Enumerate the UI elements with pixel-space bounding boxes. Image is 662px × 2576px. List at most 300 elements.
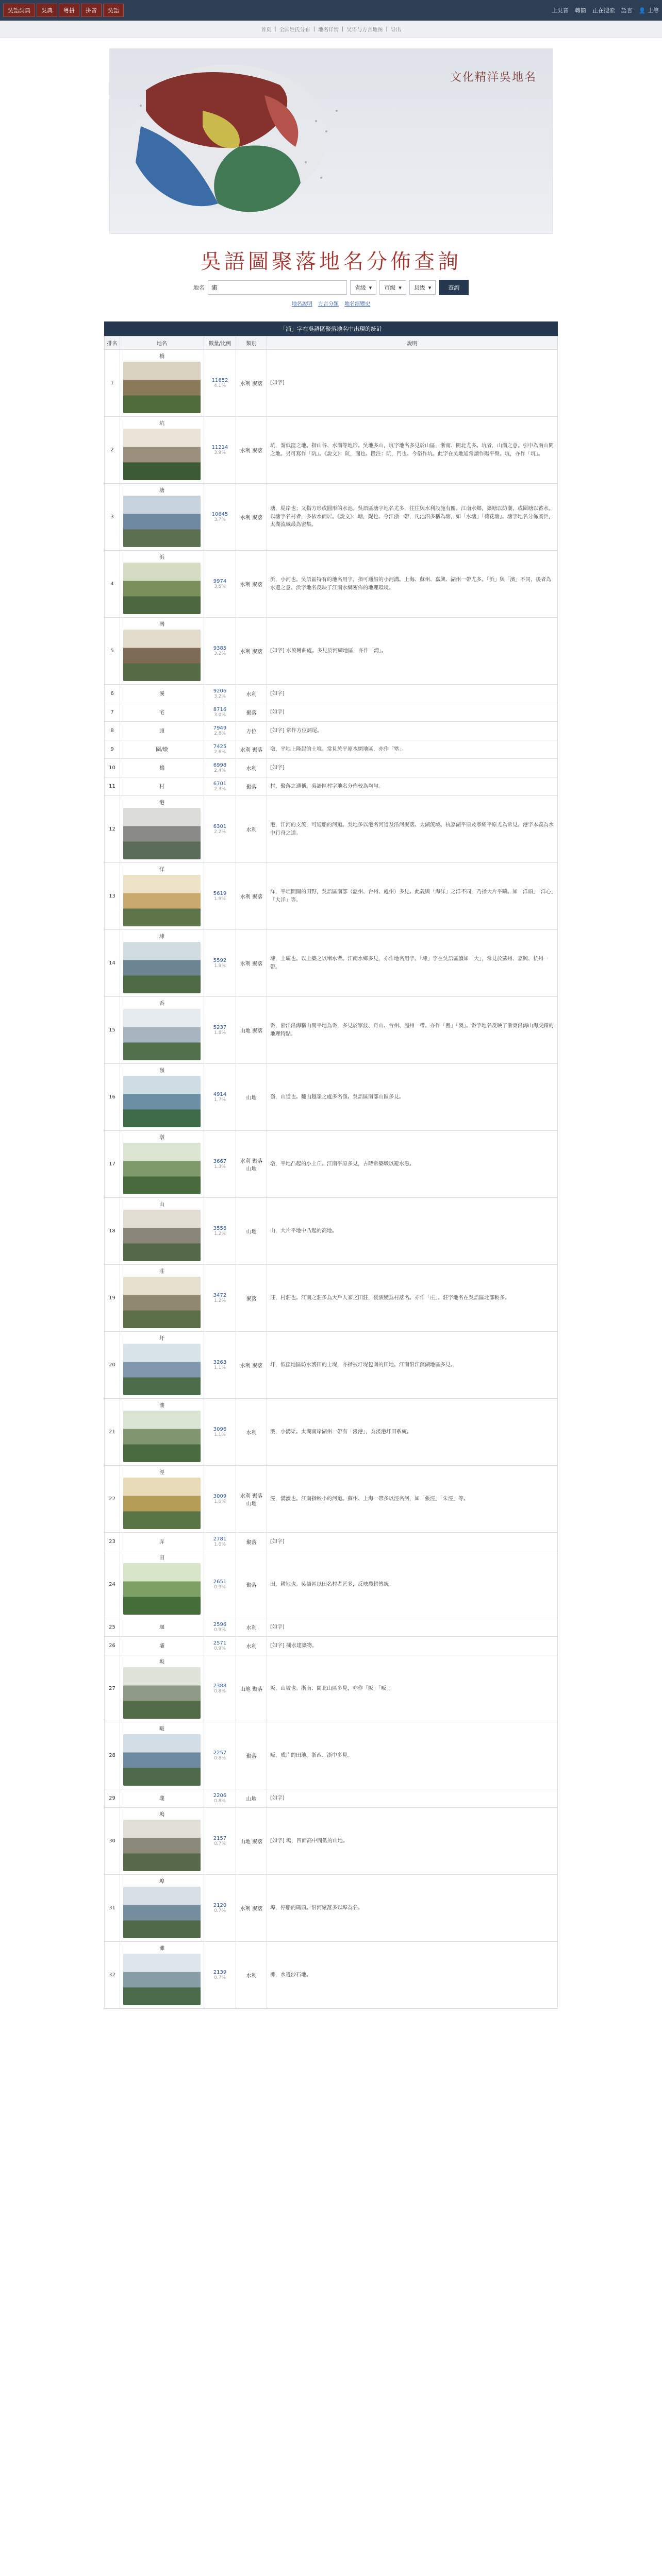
place-name[interactable]: 宅 [159, 710, 164, 716]
table-row[interactable] [105, 350, 558, 417]
count-cell [204, 1332, 236, 1399]
place-name[interactable]: 塘 [159, 488, 164, 494]
count-value[interactable]: 3096 [213, 1427, 227, 1432]
page-title: 吳語圖聚落地名分佈查詢 [201, 250, 461, 274]
column-header: 說明 [267, 336, 558, 350]
column-header: 類別 [236, 336, 267, 350]
description-cell: 漊，小溝渠。太湖南岸湖州一帶有「漊港」，為溇港圩田系統。 [267, 1399, 558, 1466]
chevron-down-icon: ▾ [428, 284, 432, 291]
page-footer [73, 2009, 589, 2029]
category-cell: 山地 聚落 [236, 1655, 267, 1722]
place-photo[interactable] [123, 1563, 201, 1615]
place-photo[interactable] [123, 496, 201, 547]
table-row[interactable] [105, 1198, 558, 1265]
user-label: 上等 [648, 7, 659, 14]
count-cell [204, 417, 236, 484]
rank-cell: 20 [105, 1332, 120, 1399]
percent-value: 1.7% [214, 1097, 226, 1103]
breadcrumb: 首页 | 全国姓氏分布 | 地名详情 | 吴语与方言地图 | 导出 [0, 21, 662, 38]
place-name[interactable]: 圩 [159, 1336, 164, 1342]
place-photo[interactable] [123, 1411, 201, 1462]
province-select[interactable] [350, 280, 377, 295]
description-cell: [如字] 常作方位詞尾。 [267, 722, 558, 740]
place-photo[interactable] [123, 1344, 201, 1395]
help-link[interactable]: 地名演變史 [344, 301, 371, 307]
category-cell: 水利 聚落 山地 [236, 1466, 267, 1533]
description-cell: 畈，成片的田地。浙西、浙中多見。 [267, 1722, 558, 1789]
name-cell [120, 722, 204, 740]
name-cell [120, 863, 204, 930]
place-photo[interactable] [123, 1667, 201, 1719]
count-cell [204, 685, 236, 703]
count-value[interactable]: 9974 [213, 579, 227, 584]
place-photo[interactable] [123, 1076, 201, 1127]
description-cell: 圩，低窪地區防水護田的土堤，亦指被圩堤包圍的田地。江南沿江濱湖地區多見。 [267, 1332, 558, 1399]
count-value[interactable]: 5592 [213, 958, 227, 963]
nav-link[interactable]: 轉簡 [574, 7, 586, 14]
count-value[interactable]: 6998 [213, 762, 227, 768]
select-label: 省级 [354, 284, 366, 291]
table-row[interactable] [105, 417, 558, 484]
count-value[interactable]: 9385 [213, 646, 227, 651]
place-photo[interactable] [123, 429, 201, 480]
count-value[interactable]: 2596 [213, 1622, 227, 1628]
table-row[interactable] [105, 740, 558, 759]
search-input[interactable] [208, 280, 347, 295]
name-cell [120, 930, 204, 997]
name-cell [120, 484, 204, 551]
nav-tab[interactable]: 吳語詞典 [3, 4, 35, 17]
description-cell: 坂，山坡也。浙南、閩北山區多見，亦作「阪」「畈」。 [267, 1655, 558, 1722]
description-cell: 墩，平地上隆起的土堆。常見於平原水網地區，亦作「墪」。 [267, 740, 558, 759]
place-name[interactable]: 壩 [159, 1643, 164, 1649]
count-cell [204, 740, 236, 759]
table-row[interactable] [105, 722, 558, 740]
count-value[interactable]: 2571 [213, 1640, 227, 1646]
place-name[interactable]: 莊 [159, 1269, 164, 1275]
count-cell [204, 1198, 236, 1265]
help-link[interactable]: 地名說明 [291, 301, 312, 307]
percent-value: 0.8% [214, 1799, 226, 1804]
chevron-down-icon: ▾ [369, 284, 372, 291]
nav-tab[interactable]: 拼音 [81, 4, 102, 17]
description-cell: 埠，停船的碼頭。沿河聚落多以埠為名。 [267, 1875, 558, 1942]
name-cell [120, 1131, 204, 1198]
count-value[interactable]: 3263 [213, 1360, 227, 1365]
place-name[interactable]: 山 [159, 1202, 164, 1208]
count-value[interactable]: 11214 [211, 445, 228, 450]
description-cell: 涇，溝瀆也。江南指較小的河道。蘇州、上海一帶多以涇名河，如「張涇」「朱涇」等。 [267, 1466, 558, 1533]
category-cell: 水利 聚落 [236, 1875, 267, 1942]
place-name[interactable]: 堰 [159, 1625, 164, 1631]
place-name[interactable]: 坂 [159, 1659, 164, 1665]
count-value[interactable]: 2651 [213, 1579, 227, 1585]
rank-cell: 4 [105, 551, 120, 618]
help-link[interactable]: 方言分類 [318, 301, 339, 307]
column-header: 數量/比例 [204, 336, 236, 350]
user-menu[interactable]: 👤 上等 [638, 7, 659, 14]
category-cell: 水利 聚落 山地 [236, 1131, 267, 1198]
place-photo[interactable] [123, 630, 201, 681]
table-row[interactable] [105, 1332, 558, 1399]
category-cell: 水利 [236, 1637, 267, 1655]
rank-cell: 29 [105, 1789, 120, 1808]
name-cell [120, 740, 204, 759]
percent-value: 2.4% [214, 768, 226, 773]
category-cell: 水利 [236, 759, 267, 777]
nav-link[interactable]: 上吳音 [551, 7, 569, 14]
nav-tab[interactable]: 吳語 [103, 4, 124, 17]
name-cell [120, 685, 204, 703]
category-cell: 水利 聚落 [236, 618, 267, 685]
category-cell: 水利 聚落 [236, 740, 267, 759]
rank-cell: 10 [105, 759, 120, 777]
table-row[interactable] [105, 703, 558, 722]
rank-cell: 1 [105, 350, 120, 417]
place-name[interactable]: 漊 [159, 1403, 164, 1409]
table-row[interactable] [105, 759, 558, 777]
description-cell: 嶺，山道也。翻山越嶺之處多名嶺。吳語區南部山區多見。 [267, 1064, 558, 1131]
count-cell [204, 863, 236, 930]
percent-value: 1.8% [214, 1030, 226, 1036]
rank-cell: 9 [105, 740, 120, 759]
percent-value: 3.9% [214, 450, 226, 455]
rank-cell: 13 [105, 863, 120, 930]
rank-cell: 24 [105, 1551, 120, 1618]
name-cell [120, 1789, 204, 1808]
name-cell [120, 1808, 204, 1875]
table-caption: 「浦」字在吳語區聚落地名中出現的統計 [104, 321, 558, 336]
place-photo[interactable] [123, 1009, 201, 1060]
percent-value: 3.2% [214, 694, 226, 699]
description-cell: 洋，平坦開闊的田野，吳語區南部（溫州、台州、處州）多見。此義與「海洋」之洋不同，乃指大片平疇。如「洋頭」「洋心」「大洋」等。 [267, 863, 558, 930]
select-label: 市级 [384, 284, 396, 291]
percent-value: 3.7% [214, 517, 226, 522]
count-value[interactable]: 2157 [213, 1836, 227, 1841]
breadcrumb-item[interactable]: 首页 [261, 27, 272, 33]
place-name[interactable]: 圍/墩 [156, 747, 168, 753]
count-cell [204, 1064, 236, 1131]
rank-cell: 7 [105, 703, 120, 722]
table-row[interactable] [105, 1399, 558, 1466]
table-row[interactable] [105, 1618, 558, 1637]
place-name[interactable]: 浜 [159, 555, 164, 561]
place-name[interactable]: 灣 [159, 622, 164, 628]
table-row[interactable] [105, 777, 558, 796]
percent-value: 2.6% [214, 750, 226, 755]
description-cell: 山，大片平地中凸起的高地。 [267, 1198, 558, 1265]
rank-cell: 17 [105, 1131, 120, 1198]
description-cell: [如字] [267, 1533, 558, 1551]
name-cell [120, 417, 204, 484]
place-name[interactable]: 田 [159, 1555, 164, 1561]
count-cell [204, 759, 236, 777]
table-row[interactable] [105, 1875, 558, 1942]
category-cell: 山地 [236, 1064, 267, 1131]
count-value[interactable]: 5237 [213, 1025, 227, 1030]
name-cell [120, 1618, 204, 1637]
place-name[interactable]: 埠 [159, 1879, 164, 1885]
count-value[interactable]: 2206 [213, 1793, 227, 1799]
count-value[interactable]: 10645 [211, 512, 228, 517]
nav-tab[interactable]: 吳典 [37, 4, 57, 17]
category-cell: 山地 聚落 [236, 997, 267, 1064]
description-cell: [如字] [267, 1789, 558, 1808]
percent-value: 3.0% [214, 713, 226, 718]
table-row[interactable] [105, 484, 558, 551]
description-cell: 莊，村莊也。江南之莊多為大戶人家之田莊，後演變為村落名。亦作「庄」。莊字地名在吳語區北部較多。 [267, 1265, 558, 1332]
place-name[interactable]: 頭 [159, 728, 164, 734]
table-row[interactable] [105, 930, 558, 997]
rank-cell: 11 [105, 777, 120, 796]
place-name[interactable]: 涇 [159, 1470, 164, 1476]
count-value[interactable]: 7425 [213, 744, 227, 750]
count-value[interactable]: 2781 [213, 1536, 227, 1542]
count-value[interactable]: 2388 [213, 1683, 227, 1689]
place-photo[interactable] [123, 1820, 201, 1871]
table-body [105, 350, 558, 2009]
rank-cell: 31 [105, 1875, 120, 1942]
place-name[interactable]: 弄 [159, 1539, 164, 1545]
place-name[interactable]: 橋 [159, 354, 164, 360]
percent-value: 1.9% [214, 963, 226, 969]
rank-cell: 19 [105, 1265, 120, 1332]
results-table [104, 321, 558, 2009]
description-cell: [如字] [267, 703, 558, 722]
count-cell [204, 618, 236, 685]
percent-value: 0.9% [214, 1646, 226, 1651]
rank-cell: 32 [105, 1942, 120, 2009]
place-name[interactable]: 嶺 [159, 1068, 164, 1074]
rank-cell: 30 [105, 1808, 120, 1875]
count-cell [204, 1551, 236, 1618]
name-cell [120, 1064, 204, 1131]
count-value[interactable]: 2257 [213, 1750, 227, 1756]
percent-value: 1.0% [214, 1499, 226, 1504]
count-value[interactable]: 7949 [213, 725, 227, 731]
place-photo[interactable] [123, 1210, 201, 1261]
description-cell: 村，聚落之通稱。吳語區村字地名分佈較為均勻。 [267, 777, 558, 796]
rank-cell: 27 [105, 1655, 120, 1722]
category-cell: 聚落 [236, 1551, 267, 1618]
description-cell: [如字] 水流彎曲處。多見於河網地區，亦作「湾」。 [267, 618, 558, 685]
place-photo[interactable] [123, 1734, 201, 1786]
category-cell: 聚落 [236, 703, 267, 722]
banner-title: 文化精洋吳地名 [450, 71, 537, 84]
count-value[interactable]: 3667 [213, 1159, 227, 1164]
count-cell [204, 1875, 236, 1942]
place-name[interactable]: 橋 [159, 766, 164, 771]
place-photo[interactable] [123, 1277, 201, 1328]
name-cell [120, 997, 204, 1064]
table-row[interactable] [105, 1131, 558, 1198]
count-value[interactable]: 2120 [213, 1903, 227, 1908]
table-row[interactable] [105, 685, 558, 703]
percent-value: 1.0% [214, 1542, 226, 1547]
search-button[interactable]: 查詢 [439, 280, 469, 295]
name-cell [120, 1655, 204, 1722]
table-row[interactable] [105, 551, 558, 618]
place-name[interactable]: 村 [159, 784, 164, 790]
table-row[interactable] [105, 1265, 558, 1332]
count-value[interactable]: 3472 [213, 1293, 227, 1298]
name-cell [120, 1875, 204, 1942]
count-value[interactable]: 4914 [213, 1092, 227, 1097]
count-value[interactable]: 9206 [213, 688, 227, 694]
place-photo[interactable] [123, 1143, 201, 1194]
place-photo[interactable] [123, 1478, 201, 1529]
place-photo[interactable] [123, 362, 201, 413]
rank-cell: 26 [105, 1637, 120, 1655]
nav-link[interactable]: 正在搜索 [592, 7, 615, 14]
percent-value: 2.8% [214, 731, 226, 736]
breadcrumb-item[interactable]: 吴语与方言地图 [346, 27, 383, 33]
count-value[interactable]: 5619 [213, 891, 227, 896]
table-row[interactable] [105, 863, 558, 930]
description-cell: [如字] 攔水建築物。 [267, 1637, 558, 1655]
table-row[interactable] [105, 997, 558, 1064]
percent-value: 3.5% [214, 584, 226, 589]
nav-tab[interactable]: 粵拼 [59, 4, 79, 17]
rank-cell: 28 [105, 1722, 120, 1789]
table-row[interactable] [105, 1808, 558, 1875]
percent-value: 0.8% [214, 1689, 226, 1694]
name-cell [120, 1198, 204, 1265]
place-name[interactable]: 灘 [159, 1946, 164, 1952]
rank-cell: 8 [105, 722, 120, 740]
table-row[interactable] [105, 1722, 558, 1789]
category-cell: 聚落 [236, 1265, 267, 1332]
category-cell: 水利 [236, 1942, 267, 2009]
percent-value: 0.9% [214, 1628, 226, 1633]
rank-cell: 5 [105, 618, 120, 685]
count-cell [204, 1637, 236, 1655]
nav-link[interactable]: 語言 [621, 7, 633, 14]
description-cell: [如字] [267, 350, 558, 417]
count-cell [204, 1399, 236, 1466]
table-row[interactable] [105, 1789, 558, 1808]
category-cell: 聚落 [236, 777, 267, 796]
category-cell: 聚落 [236, 1722, 267, 1789]
description-cell: 田，耕地也。吳語區以田名村者甚多，反映農耕傳統。 [267, 1551, 558, 1618]
count-cell [204, 777, 236, 796]
place-name[interactable]: 岙 [159, 1001, 164, 1007]
category-cell: 水利 聚落 [236, 930, 267, 997]
percent-value: 1.9% [214, 896, 226, 902]
description-cell: 塘，堤岸也；又指方形或圓形的水池。吳語區塘字地名尤多，往往與水利設施有關。江南水鄉，築塘以防潮，或圍塘以蓄水。以塘字名村者，多依水而居。《說文》：塘，隄也。今江浙一帶，凡池沼多稱為塘，如「水塘」「荷花塘」。塘字地名分佈廣泛，太湖流域最為密集。 [267, 484, 558, 551]
percent-value: 3.2% [214, 651, 226, 656]
name-cell [120, 759, 204, 777]
name-cell [120, 350, 204, 417]
description-cell: [如字] [267, 685, 558, 703]
count-cell [204, 551, 236, 618]
category-cell: 水利 [236, 796, 267, 863]
percent-value: 1.2% [214, 1231, 226, 1236]
place-photo[interactable] [123, 875, 201, 926]
table-row[interactable] [105, 1655, 558, 1722]
breadcrumb-item[interactable]: 导出 [390, 27, 401, 33]
breadcrumb-item[interactable]: 地名详情 [318, 27, 339, 33]
table-row[interactable] [105, 796, 558, 863]
category-cell: 山地 [236, 1198, 267, 1265]
search-row [73, 280, 589, 295]
place-photo[interactable] [123, 942, 201, 993]
count-value[interactable]: 3556 [213, 1226, 227, 1231]
description-cell: [如字] 塢，四面高中間低的山地。 [267, 1808, 558, 1875]
name-cell [120, 1466, 204, 1533]
table-row[interactable] [105, 1637, 558, 1655]
place-photo[interactable] [123, 808, 201, 859]
category-cell: 山地 聚落 [236, 1808, 267, 1875]
category-cell: 山地 [236, 1789, 267, 1808]
table-row[interactable] [105, 1551, 558, 1618]
place-photo[interactable] [123, 1887, 201, 1938]
place-name[interactable]: 埭 [159, 934, 164, 940]
place-photo[interactable] [123, 563, 201, 614]
page-content [73, 48, 589, 2029]
table-row[interactable] [105, 1064, 558, 1131]
count-value[interactable]: 6301 [213, 824, 227, 829]
rank-cell: 18 [105, 1198, 120, 1265]
table-row[interactable] [105, 618, 558, 685]
description-cell: 岙，浙江沿海稱山間平地為岙，多見於寧波、舟山、台州、溫州一帶。亦作「嶴」「澳」。岙字地名反映了浙東沿海山海交錯的地理特點。 [267, 997, 558, 1064]
count-cell [204, 1808, 236, 1875]
place-name[interactable]: 墩 [159, 1135, 164, 1141]
name-cell [120, 1551, 204, 1618]
count-cell [204, 796, 236, 863]
rank-cell: 3 [105, 484, 120, 551]
place-name[interactable]: 坑 [159, 421, 164, 427]
top-nav [0, 0, 662, 21]
place-name[interactable]: 壠 [159, 1796, 164, 1802]
name-cell [120, 796, 204, 863]
place-photo[interactable] [123, 1954, 201, 2005]
place-name[interactable]: 溪 [159, 691, 164, 697]
category-cell: 水利 [236, 1399, 267, 1466]
count-value[interactable]: 2139 [213, 1970, 227, 1975]
rank-cell: 15 [105, 997, 120, 1064]
place-name[interactable]: 港 [159, 800, 164, 806]
place-name[interactable]: 洋 [159, 867, 164, 873]
count-value[interactable]: 6701 [213, 781, 227, 787]
rank-cell: 2 [105, 417, 120, 484]
count-cell [204, 1265, 236, 1332]
count-cell [204, 1131, 236, 1198]
count-cell [204, 1618, 236, 1637]
percent-value: 2.2% [214, 829, 226, 835]
rank-cell: 23 [105, 1533, 120, 1551]
count-value[interactable]: 3009 [213, 1494, 227, 1499]
percent-value: 0.8% [214, 1756, 226, 1761]
category-cell: 方位 [236, 722, 267, 740]
count-cell [204, 1722, 236, 1789]
category-cell: 水利 聚落 [236, 863, 267, 930]
county-select[interactable] [409, 280, 436, 295]
count-cell [204, 703, 236, 722]
table-row[interactable] [105, 1533, 558, 1551]
count-value[interactable]: 11652 [211, 378, 228, 383]
table-row[interactable] [105, 1942, 558, 2009]
city-select[interactable] [379, 280, 406, 295]
breadcrumb-item[interactable]: 全国姓氏分布 [279, 27, 310, 33]
place-name[interactable]: 塢 [159, 1812, 164, 1818]
description-cell: 灘，水邊沙石地。 [267, 1942, 558, 2009]
table-row[interactable] [105, 1466, 558, 1533]
percent-value: 0.7% [214, 1908, 226, 1913]
count-value[interactable]: 8716 [213, 707, 227, 713]
count-cell [204, 930, 236, 997]
place-name[interactable]: 畈 [159, 1726, 164, 1732]
